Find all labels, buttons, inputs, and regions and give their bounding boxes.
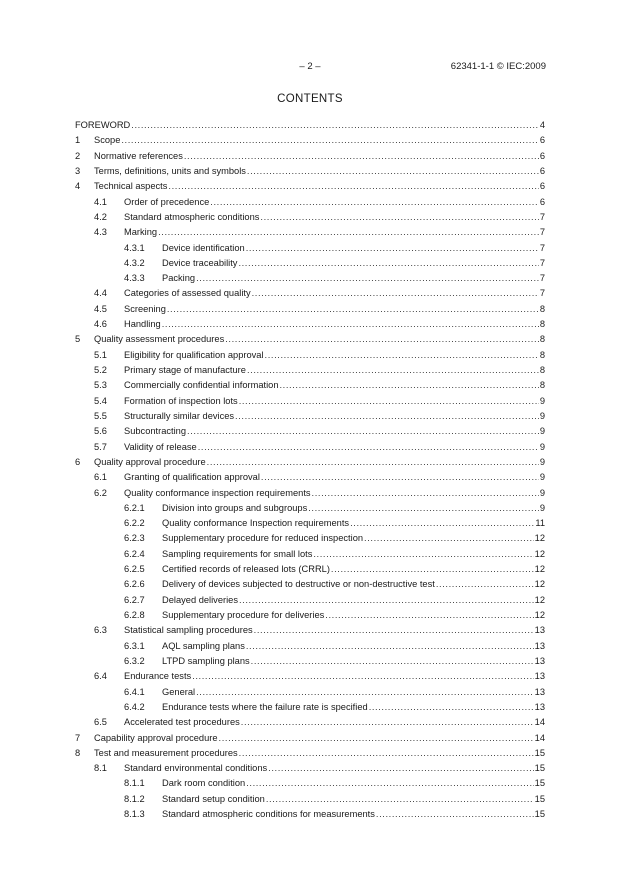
toc-entry[interactable] [75,531,545,546]
toc-entry-title: FOREWORD [75,120,131,130]
toc-entry[interactable] [75,654,545,669]
toc-entry[interactable] [75,731,545,746]
toc-dot-leader [261,470,539,485]
toc-dot-leader [308,501,539,516]
toc-entry-page: 9 [539,456,545,467]
toc-dot-leader [121,133,538,148]
toc-entry-title: Categories of assessed quality [124,288,251,299]
toc-entry[interactable] [75,715,545,730]
toc-entry[interactable] [75,608,545,623]
toc-entry-title: Quality conformance Inspection requirements [162,518,350,529]
toc-entry-number: 6.2.7 [124,594,145,605]
toc-dot-leader [187,424,539,439]
toc-entry-title: Quality assessment procedures [94,334,225,345]
toc-dot-leader [239,394,539,409]
toc-entry-page: 12 [534,594,545,605]
toc-dot-leader [312,486,539,501]
toc-entry[interactable] [75,332,545,347]
toc-entry[interactable] [75,424,545,439]
toc-entry-page: 13 [534,640,545,651]
toc-entry-number: 4.5 [94,303,107,314]
toc-entry-page: 9 [539,410,545,421]
toc-entry[interactable] [75,516,545,531]
toc-entry[interactable] [75,623,545,638]
toc-entry-number: 6.1 [94,472,107,483]
toc-dot-leader [350,516,534,531]
toc-entry-title: Test and measurement procedures [94,747,238,758]
toc-entry-page: 9 [539,472,545,483]
toc-entry[interactable] [75,470,545,485]
toc-entry[interactable] [75,792,545,807]
toc-entry-title: Delivery of devices subjected to destructive or non-destructive test [162,579,435,590]
toc-entry-page: 15 [534,778,545,789]
toc-entry[interactable] [75,394,545,409]
toc-entry[interactable] [75,455,545,470]
toc-entry-number: 7 [75,732,81,743]
toc-dot-leader [252,286,539,301]
toc-entry-title: Packing [162,273,196,284]
toc-entry-page: 9 [539,502,545,513]
toc-entry-title: Dark room condition [162,778,246,789]
toc-entry-page: 9 [539,395,545,406]
toc-entry-number: 6.3.2 [124,655,145,666]
toc-entry[interactable] [75,164,545,179]
toc-entry-title: Capability approval procedure [94,732,218,743]
toc-entry[interactable] [75,593,545,608]
toc-entry-number: 5.2 [94,365,107,375]
toc-entry-number: 4.3.2 [124,257,145,268]
toc-entry-number: 5.3 [94,380,107,391]
toc-entry[interactable] [75,271,545,286]
toc-entry-page: 13 [534,655,545,666]
toc-entry-number: 4 [75,181,81,192]
toc-entry[interactable] [75,547,545,562]
toc-entry-number: 6.2.4 [124,548,145,559]
document-code: 62341-1-1 © IEC:2009 [450,61,546,72]
toc-entry-page: 14 [534,732,545,743]
toc-dot-leader [247,164,539,179]
toc-dot-leader [254,623,534,638]
toc-entry[interactable] [75,378,545,393]
toc-dot-leader [260,210,538,225]
toc-entry-page: 6 [539,181,545,192]
toc-entry-page: 7 [539,288,545,299]
toc-dot-leader [268,761,533,776]
toc-dot-leader [210,195,539,210]
toc-entry-page: 11 [535,518,545,529]
toc-entry-title: General [162,686,196,697]
toc-entry-page: 7 [539,227,545,238]
toc-entry-page: 12 [534,579,545,590]
toc-entry-number: 8 [75,747,81,758]
toc-dot-leader [239,746,534,761]
toc-dot-leader [266,792,534,807]
toc-entry[interactable] [75,577,545,592]
toc-entry[interactable] [75,210,545,225]
toc-entry-title: Subcontracting [124,426,187,437]
toc-entry-page: 12 [534,564,545,575]
toc-entry-title: Division into groups and subgroups [162,502,308,513]
toc-entry-title: Formation of inspection lots [124,395,238,406]
toc-entry-number: 5.6 [94,426,107,437]
toc-entry[interactable] [75,195,545,210]
toc-dot-leader [376,807,534,822]
toc-entry-title: Standard atmospheric conditions for measurements [162,809,375,820]
toc-entry-page: 12 [534,533,545,544]
toc-entry-page: 7 [539,211,545,222]
toc-entry-number: 6.2 [94,487,107,498]
toc-dot-leader [247,363,539,378]
toc-entry-number: 4.1 [94,196,107,207]
toc-entry-page: 13 [534,701,545,712]
toc-entry-page: 12 [534,548,545,559]
toc-entry[interactable] [75,133,545,148]
toc-entry-number: 6.4 [94,671,107,682]
toc-entry-number: 6.2.6 [124,579,145,590]
toc-entry[interactable] [75,639,545,654]
toc-entry-number: 6.2.5 [124,564,145,575]
toc-entry[interactable] [75,761,545,776]
toc-entry-title: Marking [124,227,158,238]
toc-entry-number: 6.2.2 [124,518,145,529]
toc-entry-number: 6.4.2 [124,701,145,712]
toc-dot-leader [196,271,539,286]
toc-entry-number: 5.7 [94,441,107,452]
toc-entry-page: 8 [539,349,545,360]
toc-dot-leader [246,241,539,256]
toc-entry[interactable] [75,685,545,700]
toc-dot-leader [225,332,539,347]
toc-entry-title: Normative references [94,150,183,161]
toc-dot-leader [167,302,539,317]
toc-dot-leader [246,639,534,654]
toc-entry-number: 8.1.1 [124,778,145,789]
toc-entry-title: Endurance tests [124,671,192,682]
toc-entry-number: 4.3.3 [124,273,145,284]
toc-entry-title: Eligibility for qualification approval [124,349,264,360]
toc-entry-title: Device traceability [162,257,238,268]
toc-entry[interactable] [75,286,545,301]
toc-entry-title: Primary stage of manufacture [124,365,246,375]
toc-entry-page: 14 [534,717,545,728]
toc-entry-page: 15 [534,809,545,820]
toc-entry-page: 7 [539,257,545,268]
toc-entry-page: 9 [539,426,545,437]
toc-entry-page: 8 [539,303,545,314]
toc-entry-number: 6 [75,456,81,467]
toc-entry-number: 4.4 [94,288,107,299]
toc-entry-page: 7 [539,273,545,284]
toc-entry[interactable] [75,700,545,715]
toc-dot-leader [436,577,534,592]
toc-dot-leader [239,593,534,608]
toc-entry[interactable] [75,501,545,516]
toc-entry-title: Sampling requirements for small lots [162,548,313,559]
toc-entry-title: Granting of qualification approval [124,472,260,483]
toc-entry-page: 15 [534,763,545,774]
toc-dot-leader [219,731,534,746]
toc-entry-number: 6.2.3 [124,533,145,544]
toc-entry-title: AQL sampling plans [162,640,245,651]
toc-entry-title: Supplementary procedure for reduced inspection [162,533,364,544]
toc-entry[interactable] [75,118,545,133]
toc-entry-number: 4.3 [94,227,107,238]
toc-entry[interactable] [75,302,545,317]
toc-entry[interactable] [75,807,545,822]
toc-entry-title: Handling [124,319,161,330]
toc-entry-title: Standard atmospheric conditions [124,211,260,222]
toc-dot-leader [369,700,534,715]
toc-entry-number: 6.2.1 [124,502,145,513]
toc-entry-number: 8.1 [94,763,107,774]
toc-entry-title: Supplementary procedure for deliveries [162,610,325,620]
toc-entry-number: 6.3 [94,625,107,636]
toc-entry[interactable] [75,669,545,684]
toc-entry-title: Structurally similar devices [124,410,235,421]
toc-entry-page: 6 [539,150,545,161]
toc-entry-page: 13 [534,686,545,697]
table-of-contents [75,118,545,822]
toc-entry-number: 5.4 [94,395,107,406]
toc-entry-number: 6.5 [94,717,107,728]
toc-entry-page: 9 [539,487,545,498]
toc-entry-title: Terms, definitions, units and symbols [94,165,246,176]
toc-entry-title: Commercially confidential information [124,380,279,391]
toc-entry-number: 6.3.1 [124,640,145,651]
toc-entry-page: 7 [539,242,545,253]
toc-dot-leader [241,715,534,730]
toc-dot-leader [184,149,539,164]
toc-dot-leader [280,378,539,393]
toc-entry-title: Certified records of released lots (CRRL) [162,564,330,575]
toc-entry-title: Endurance tests where the failure rate is specified [162,701,368,712]
toc-entry[interactable] [75,348,545,363]
toc-entry-title: Standard environmental conditions [124,763,268,774]
toc-dot-leader [168,179,538,194]
toc-dot-leader [265,348,539,363]
toc-entry[interactable] [75,241,545,256]
contents-title: CONTENTS [277,93,343,105]
toc-entry-number: 4.6 [94,319,107,330]
toc-dot-leader [198,440,539,455]
toc-entry-page: 8 [539,319,545,330]
toc-dot-leader [364,531,534,546]
page-number: – 2 – [299,61,321,72]
toc-entry[interactable] [75,746,545,761]
toc-entry[interactable] [75,363,545,378]
toc-entry-title: Validity of release [124,441,197,452]
toc-entry[interactable] [75,317,545,332]
toc-entry-page: 15 [534,793,545,804]
toc-dot-leader [207,455,539,470]
toc-entry-title: Device identification [162,242,245,253]
toc-entry-page: 13 [534,671,545,682]
toc-entry-page: 6 [539,196,545,207]
toc-entry[interactable] [75,562,545,577]
toc-dot-leader [196,685,534,700]
toc-entry-page: 8 [539,334,545,345]
toc-dot-leader [246,776,533,791]
toc-entry-page: 4 [539,120,545,130]
toc-entry-title: Screening [124,303,166,314]
toc-entry-number: 5.5 [94,410,107,421]
toc-dot-leader [131,118,539,133]
toc-dot-leader [331,562,534,577]
toc-entry-title: Accelerated test procedures [124,717,240,728]
toc-entry-page: 13 [534,625,545,636]
toc-entry[interactable] [75,486,545,501]
toc-dot-leader [313,547,533,562]
toc-entry-page: 6 [539,135,545,146]
toc-entry[interactable] [75,440,545,455]
toc-entry-title: Statistical sampling procedures [124,625,253,636]
toc-entry-number: 1 [75,135,81,146]
toc-entry-title: Standard setup condition [162,793,265,804]
toc-dot-leader [162,317,539,332]
toc-dot-leader [235,409,539,424]
toc-entry[interactable] [75,225,545,240]
toc-entry-page: 12 [534,610,545,620]
toc-entry-page: 8 [539,380,545,391]
toc-entry-number: 2 [75,150,81,161]
toc-entry-title: Scope [94,135,121,146]
toc-entry-number: 6.2.8 [124,610,145,620]
toc-entry-number: 4.3.1 [124,242,145,253]
toc-dot-leader [325,608,533,623]
toc-entry-number: 4.2 [94,211,107,222]
toc-entry[interactable] [75,776,545,791]
toc-dot-leader [192,669,533,684]
toc-dot-leader [238,256,538,271]
toc-entry[interactable] [75,256,545,271]
toc-dot-leader [158,225,539,240]
toc-entry[interactable] [75,149,545,164]
toc-entry-title: LTPD sampling plans [162,655,250,666]
toc-entry-page: 6 [539,165,545,176]
toc-entry-page: 9 [539,441,545,452]
toc-entry-number: 5.1 [94,349,107,360]
toc-entry-number: 3 [75,165,81,176]
toc-entry[interactable] [75,409,545,424]
toc-entry-page: 8 [539,365,545,375]
toc-entry-title: Delayed deliveries [162,594,238,605]
toc-entry-number: 6.4.1 [124,686,145,697]
toc-entry-page: 15 [534,747,545,758]
toc-entry-title: Technical aspects [94,181,168,192]
toc-entry-number: 8.1.3 [124,809,145,820]
toc-dot-leader [251,654,534,669]
toc-entry-number: 5 [75,334,81,345]
toc-entry[interactable] [75,179,545,194]
toc-entry-title: Quality approval procedure [94,456,206,467]
toc-entry-title: Quality conformance inspection requirements [124,487,311,498]
toc-entry-number: 8.1.2 [124,793,145,804]
toc-entry-title: Order of precedence [124,196,210,207]
